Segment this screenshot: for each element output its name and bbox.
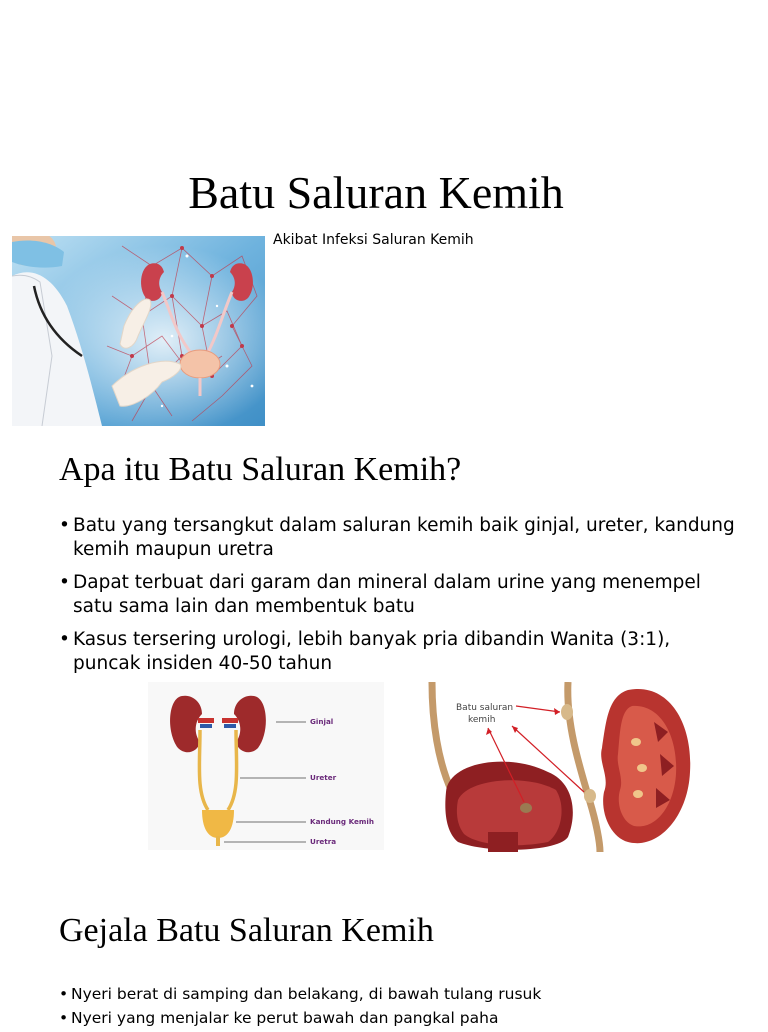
section-heading-definition: Apa itu Batu Saluran Kemih? (59, 451, 462, 488)
bullet-item: • Kasus tersering urologi, lebih banyak pria dibandin Wanita (3:1), puncak insiden 40-50 tahun (59, 628, 739, 676)
hero-urology-image (12, 236, 265, 426)
label-ginjal: Ginjal (310, 717, 334, 726)
kidney-stone-illustration (428, 682, 693, 852)
slide-subtitle: Akibat Infeksi Saluran Kemih (273, 232, 474, 248)
bullet-item: • Nyeri yang menjalar ke perut bawah dan pangkal paha (59, 1008, 739, 1028)
slide-title: Batu Saluran Kemih (188, 167, 564, 218)
stone-label-line2: kemih (468, 715, 496, 725)
label-ureter: Ureter (310, 773, 337, 782)
symptoms-bullet-list (59, 984, 739, 1032)
section-heading-symptoms: Gejala Batu Saluran Kemih (59, 912, 434, 949)
bullet-item: • Batu yang tersangkut dalam saluran kemih baik ginjal, ureter, kandung kemih maupun uretra (59, 514, 739, 562)
bullet-item: • Nyeri berat di samping dan belakang, di bawah tulang rusuk (59, 984, 739, 1004)
label-uretra: Uretra (310, 837, 337, 846)
urinary-tract-diagram (148, 682, 384, 850)
label-kandung-kemih: Kandung Kemih (310, 817, 374, 826)
stone-label-line1: Batu saluran (456, 703, 514, 713)
definition-bullet-list (59, 514, 739, 685)
bullet-item: • Dapat terbuat dari garam dan mineral dalam urine yang menempel satu sama lain dan membentuk batu (59, 571, 739, 619)
